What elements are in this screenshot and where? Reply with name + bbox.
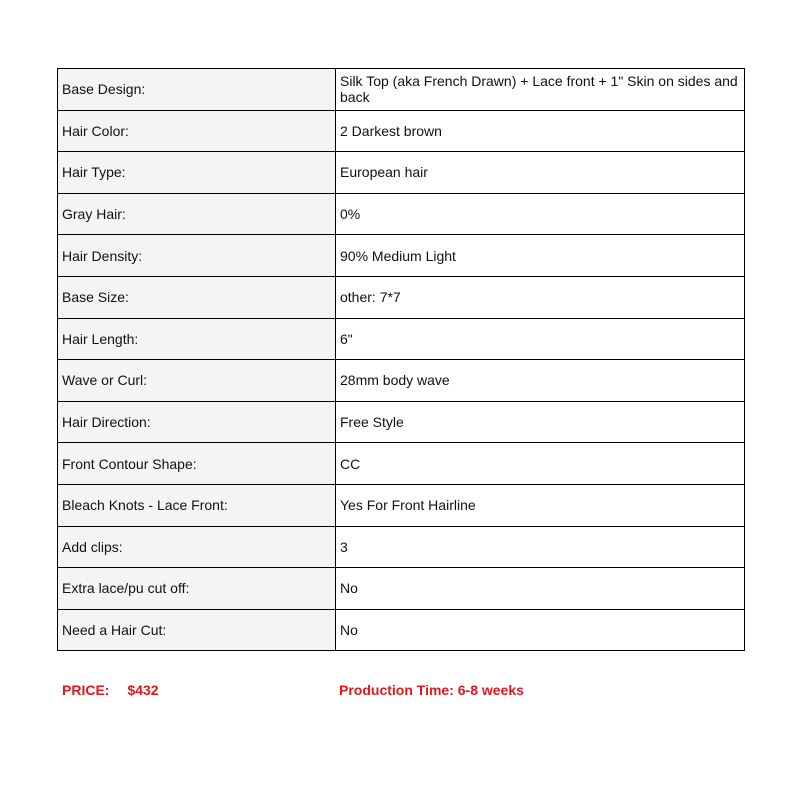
spec-value-hair-type: European hair	[336, 152, 745, 194]
spec-value-add-clips: 3	[336, 526, 745, 568]
spec-label-bleach-knots: Bleach Knots - Lace Front:	[58, 484, 336, 526]
table-row	[58, 110, 745, 152]
spec-label-hair-density: Hair Density:	[58, 235, 336, 277]
table-row	[58, 69, 745, 111]
table-row	[58, 193, 745, 235]
spec-label-gray-hair: Gray Hair:	[58, 193, 336, 235]
spec-label-hair-direction: Hair Direction:	[58, 401, 336, 443]
table-row	[58, 318, 745, 360]
spec-value-bleach-knots: Yes For Front Hairline	[336, 484, 745, 526]
table-row	[58, 568, 745, 610]
spec-value-hair-direction: Free Style	[336, 401, 745, 443]
price-value: $432	[127, 682, 159, 698]
spec-label-hair-color: Hair Color:	[58, 110, 336, 152]
table-row	[58, 360, 745, 402]
table-row	[58, 443, 745, 485]
spec-value-hair-length: 6"	[336, 318, 745, 360]
spec-label-base-size: Base Size:	[58, 276, 336, 318]
spec-label-wave-or-curl: Wave or Curl:	[58, 360, 336, 402]
spec-label-hair-type: Hair Type:	[58, 152, 336, 194]
spec-value-hair-color: 2 Darkest brown	[336, 110, 745, 152]
table-row	[58, 609, 745, 651]
table-row	[58, 235, 745, 277]
spec-label-need-hair-cut: Need a Hair Cut:	[58, 609, 336, 651]
spec-value-base-design: Silk Top (aka French Drawn) + Lace front + 1" Skin on sides and back	[336, 69, 745, 111]
table-row	[58, 276, 745, 318]
table-row	[58, 484, 745, 526]
table-row	[58, 401, 745, 443]
price-label: PRICE:	[62, 682, 110, 698]
spec-label-hair-length: Hair Length:	[58, 318, 336, 360]
table-row	[58, 152, 745, 194]
spec-value-gray-hair: 0%	[336, 193, 745, 235]
spec-value-wave-or-curl: 28mm body wave	[336, 360, 745, 402]
spec-label-extra-lace-cut-off: Extra lace/pu cut off:	[58, 568, 336, 610]
production-time: Production Time: 6-8 weeks	[339, 682, 524, 698]
spec-value-need-hair-cut: No	[336, 609, 745, 651]
spec-table	[57, 68, 745, 651]
spec-value-front-contour-shape: CC	[336, 443, 745, 485]
spec-value-base-size: other: 7*7	[336, 276, 745, 318]
table-row	[58, 526, 745, 568]
price-line	[62, 682, 159, 698]
spec-value-hair-density: 90% Medium Light	[336, 235, 745, 277]
spec-label-add-clips: Add clips:	[58, 526, 336, 568]
spec-value-extra-lace-cut-off: No	[336, 568, 745, 610]
spec-label-front-contour-shape: Front Contour Shape:	[58, 443, 336, 485]
spec-label-base-design: Base Design:	[58, 69, 336, 111]
